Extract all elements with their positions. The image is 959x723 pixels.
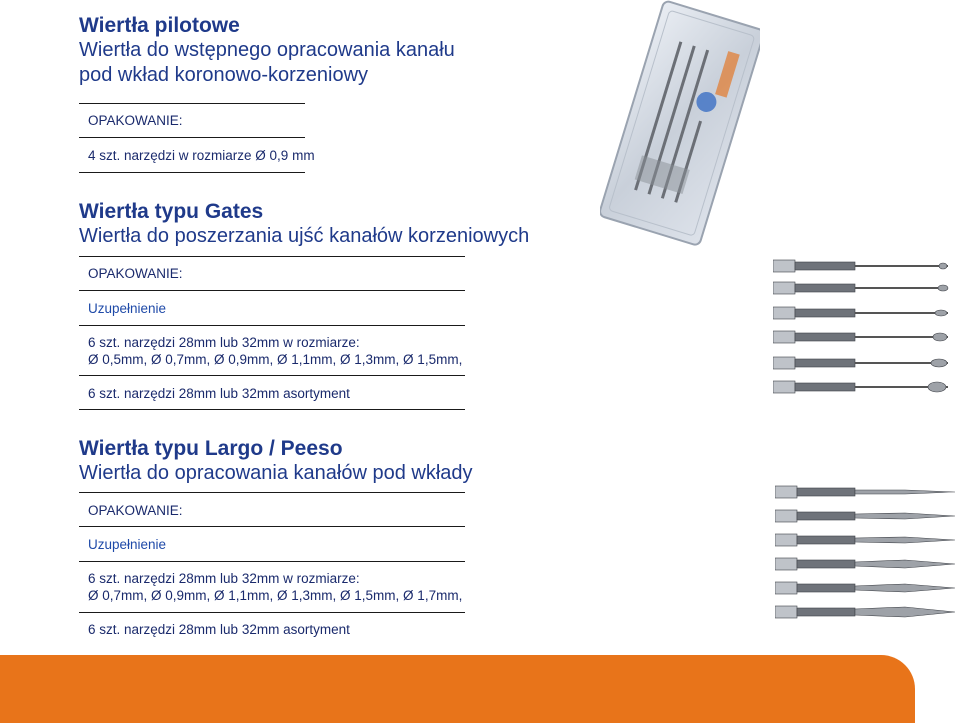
pilot-title: Wiertła pilotowe [79, 14, 240, 37]
gates-section [79, 199, 529, 249]
gates-refill-line-2: Ø 0,5mm, Ø 0,7mm, Ø 0,9mm, Ø 1,1mm, Ø 1,3mm, Ø 1,5mm, [88, 352, 463, 367]
largo-refill-line-1: 6 szt. narzędzi 28mm lub 32mm w rozmiarze: [88, 571, 360, 586]
divider [79, 375, 465, 376]
divider [79, 137, 305, 138]
divider [79, 290, 465, 291]
largo-refill-label: Uzupełnienie [88, 537, 167, 552]
footer-orange-band [0, 655, 915, 723]
gates-refill-line-1: 6 szt. narzędzi 28mm lub 32mm w rozmiarze: [88, 335, 360, 350]
gates-packaging-label: OPAKOWANIE: [88, 266, 183, 281]
gates-refill-label: Uzupełnienie [88, 301, 167, 316]
largo-subtitle: Wiertła do opracowania kanałów pod wkłady [79, 462, 473, 484]
gates-drills-image [773, 255, 959, 400]
divider [79, 256, 465, 257]
divider [79, 612, 465, 613]
largo-title: Wiertła typu Largo / Peeso [79, 437, 343, 460]
largo-packaging-label: OPAKOWANIE: [88, 503, 183, 518]
largo-drills-image [775, 483, 959, 623]
gates-title: Wiertła typu Gates [79, 200, 264, 223]
pilot-packaging-label: OPAKOWANIE: [88, 113, 183, 128]
gates-assortment: 6 szt. narzędzi 28mm lub 32mm asortyment [88, 386, 350, 401]
pilot-drill-box-image [600, 0, 760, 250]
largo-assortment: 6 szt. narzędzi 28mm lub 32mm asortyment [88, 622, 350, 637]
divider [79, 325, 465, 326]
pilot-subtitle-1: Wiertła do wstępnego opracowania kanału [79, 39, 455, 61]
gates-subtitle: Wiertła do poszerzania ujść kanałów korzeniowych [79, 225, 530, 247]
largo-refill-line-2: Ø 0,7mm, Ø 0,9mm, Ø 1,1mm, Ø 1,3mm, Ø 1,5mm, Ø 1,7mm, [88, 588, 463, 603]
divider [79, 103, 305, 104]
pilot-subtitle-2: pod wkład koronowo-korzeniowy [79, 64, 369, 86]
divider [79, 561, 465, 562]
largo-section [79, 436, 473, 486]
divider [79, 492, 465, 493]
pilot-section [79, 13, 455, 88]
divider [79, 172, 305, 173]
pilot-packaging-value: 4 szt. narzędzi w rozmiarze Ø 0,9 mm [88, 148, 315, 163]
divider [79, 526, 465, 527]
divider [79, 409, 465, 410]
